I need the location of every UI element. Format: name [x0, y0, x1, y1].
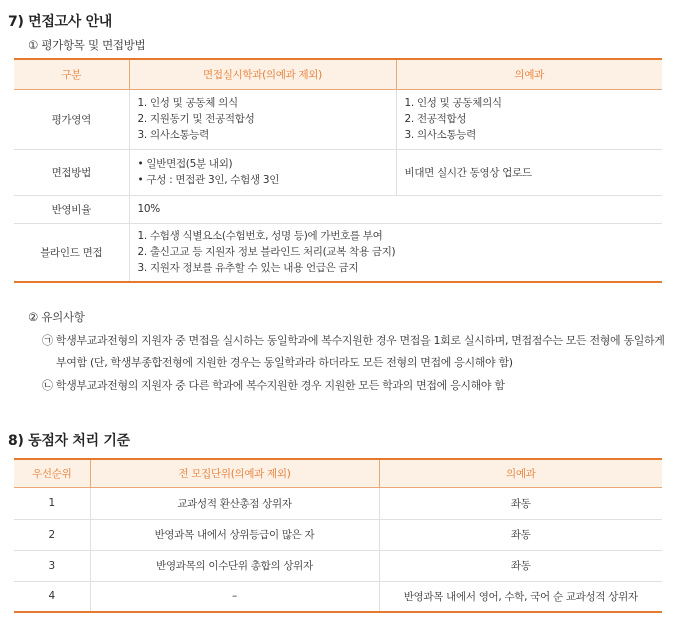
header-medicine: 의예과 [379, 459, 662, 487]
method-label: 면접방법 [14, 149, 129, 195]
row-blind [14, 223, 662, 282]
header-all-units: 전 모집단위(의예과 제외) [90, 459, 379, 487]
header-medicine: 의예과 [396, 59, 662, 89]
blind-items [129, 223, 662, 282]
ratio-label: 반영비율 [14, 195, 129, 223]
medicine-cell: 좌동 [379, 550, 662, 581]
eval-general [129, 89, 396, 149]
table-row [14, 519, 662, 550]
priority-cell: 2 [14, 519, 90, 550]
table-row [14, 550, 662, 581]
method-general [129, 149, 396, 195]
note-1-line-1: ㉠ 학생부교과전형의 지원자 중 면접을 실시하는 동일학과에 복수지원한 경우 면접을 1회로 실시하며, 면접점수는 모든 전형에 동일하게 [42, 334, 665, 347]
row-method [14, 149, 662, 195]
list-item: • 일반면접(5분 내외) [137, 158, 233, 170]
note-2: ㉡ 학생부교과전형의 지원자 중 다른 학과에 복수지원한 경우 지원한 모든 학과의 면접에 응시해야 함 [42, 379, 505, 392]
priority-cell: 1 [14, 487, 90, 519]
medicine-cell: 좌동 [379, 487, 662, 519]
all-units-cell: 반영과목 내에서 상위등급이 많은 자 [90, 519, 379, 550]
header-general-depts: 면접실시학과(의예과 제외) [129, 59, 396, 89]
list-item: 3. 의사소통능력 [137, 129, 210, 141]
list-item: • 구성 : 면접관 3인, 수험생 3인 [137, 174, 280, 186]
medicine-cell: 반영과목 내에서 영어, 수학, 국어 순 교과성적 상위자 [379, 581, 662, 612]
row-eval [14, 89, 662, 149]
priority-cell: 3 [14, 550, 90, 581]
row-ratio [14, 195, 662, 223]
section-8-title: 8) 동점자 처리 기준 [8, 433, 130, 449]
list-item: 1. 인성 및 공동체의식 [404, 97, 502, 109]
medicine-cell: 좌동 [379, 519, 662, 550]
note-1-line-2: 부여함 (단, 학생부종합전형에 지원한 경우는 동일학과라 하더라도 모든 전형의 면접에 응시해야 함) [56, 356, 513, 369]
subsection-evaluation-title: ① 평가항목 및 면접방법 [28, 38, 146, 52]
list-item: 3. 지원자 정보를 유추할 수 있는 내용 언급은 금지 [137, 262, 359, 275]
list-item: 1. 인성 및 공동체 의식 [137, 97, 238, 109]
priority-cell: 4 [14, 581, 90, 612]
method-medicine: 비대면 실시간 동영상 업로드 [396, 149, 662, 195]
eval-medicine [396, 89, 662, 149]
header-priority: 우선순위 [14, 459, 90, 487]
table-row [14, 581, 662, 612]
list-item: 2. 출신고교 등 지원자 정보 블라인드 처리(교복 착용 금지) [137, 246, 396, 259]
list-item: 3. 의사소통능력 [404, 129, 477, 141]
table-row [14, 487, 662, 519]
section-7-title: 7) 면접고사 안내 [8, 14, 113, 30]
all-units-cell: 교과성적 환산총점 상위자 [90, 487, 379, 519]
interview-table [14, 58, 662, 283]
all-units-cell: 반영과목의 이수단위 총합의 상위자 [90, 550, 379, 581]
subsection-notes-title: ② 유의사항 [28, 310, 85, 324]
all-units-cell: – [90, 581, 379, 612]
list-item: 2. 지원동기 및 전공적합성 [137, 113, 255, 125]
tiebreak-table [14, 458, 662, 613]
header-category: 구분 [14, 59, 129, 89]
list-item: 2. 전공적합성 [404, 113, 467, 125]
list-item: 1. 수험생 식별요소(수험번호, 성명 등)에 가번호를 부여 [137, 230, 383, 243]
blind-label: 블라인드 면접 [14, 223, 129, 282]
ratio-value: 10% [129, 195, 662, 223]
eval-label: 평가영역 [14, 89, 129, 149]
